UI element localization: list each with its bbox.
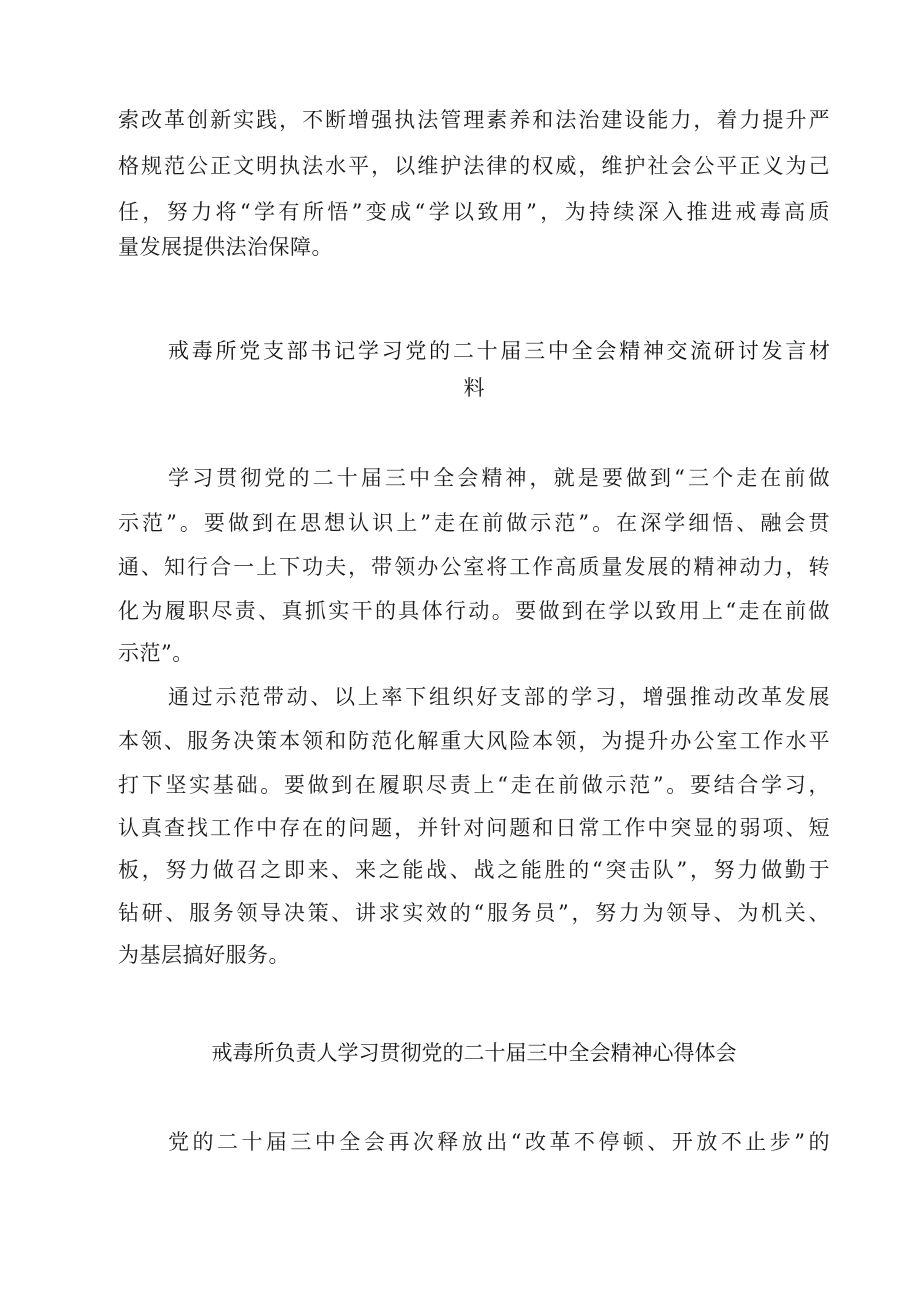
body-text-line: 为基层搞好服务。 [118, 943, 290, 967]
body-text-line: 学习贯彻党的二十届三中全会精神，就是要做到“三个走在前做 [168, 466, 830, 490]
body-text-line: 本领、服务决策本领和防范化解重大风险本领，为提升办公室工作水平 [118, 729, 830, 753]
body-text-line: 化为履职尽责、真抓实干的具体行动。要做到在学以致用上“走在前做 [118, 599, 830, 623]
body-text-line: 板，努力做召之即来、来之能战、战之能胜的“突击队”，努力做勤于 [118, 858, 830, 882]
body-text-line: 打下坚实基础。要做到在履职尽责上“走在前做示范”。要结合学习， [118, 773, 830, 797]
body-text-line: 通过示范带动、以上率下组织好支部的学习，增强推动改革发展 [168, 685, 830, 709]
body-text-line: 任，努力将“学有所悟”变成“学以致用”，为持续深入推进戒毒高质 [118, 200, 830, 224]
article-title-line: 戒毒所党支部书记学习党的二十届三中全会精神交流研讨发言材 [168, 339, 830, 363]
body-text-line: 索改革创新实践，不断增强执法管理素养和法治建设能力，着力提升严 [118, 108, 830, 132]
body-text-line: 量发展提供法治保障。 [118, 235, 333, 259]
body-text-line: 认真查找工作中存在的问题，并针对问题和日常工作中突显的弱项、短 [118, 816, 830, 840]
body-text-line: 示范”。要做到在思想认识上”走在前做示范”。在深学细悟、融会贯 [118, 511, 830, 535]
body-text-line: 示范”。 [118, 641, 194, 665]
body-text-line: 钻研、服务领导决策、讲求实效的“服务员”，努力为领导、为机关、 [118, 901, 830, 925]
body-text-line: 通、知行合一上下功夫，带领办公室将工作高质量发展的精神动力，转 [118, 555, 830, 579]
body-text-line: 格规范公正文明执法水平，以维护法律的权威，维护社会公平正义为己 [118, 154, 830, 178]
body-text-line: 党的二十届三中全会再次释放出“改革不停顿、开放不止步”的 [168, 1130, 830, 1154]
article-title-line: 料 [463, 376, 485, 400]
article-title: 戒毒所负责人学习贯彻党的二十届三中全会精神心得体会 [211, 1041, 737, 1065]
